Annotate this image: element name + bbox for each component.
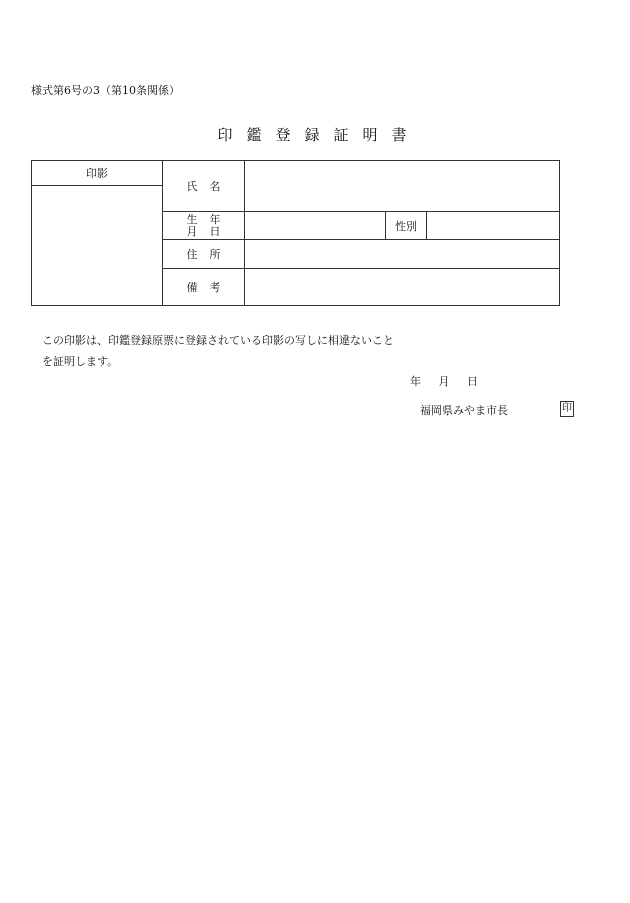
remarks-value-cell: [245, 269, 560, 306]
gender-value-cell: [427, 212, 560, 240]
document-title: 印鑑登録証明書: [217, 126, 421, 144]
remarks-label-cell: [163, 269, 245, 306]
name-label: 氏名: [186, 180, 233, 193]
name-value-cell: [245, 161, 560, 212]
gender-label: 性別: [395, 219, 417, 233]
seal-image-area: [32, 186, 163, 306]
issue-date: 年 月 日: [410, 375, 478, 388]
dob-label-cell: [163, 212, 245, 240]
remarks-label: 備考: [186, 281, 233, 294]
dob-label-line1: 生年: [186, 212, 233, 226]
gender-label-cell: [386, 212, 427, 240]
statement-line-2: を証明します。: [42, 355, 119, 368]
form-number: 様式第6号の3（第10条関係）: [31, 84, 180, 97]
statement-line-1: この印影は、印鑑登録原票に登録されている印影の写しに相違ないこと: [42, 334, 394, 347]
name-label-cell: [163, 161, 245, 212]
certificate-table: [31, 160, 560, 306]
address-value-cell: [245, 240, 560, 269]
dob-label-line2: 月日: [186, 224, 233, 238]
certification-statement: [42, 330, 394, 372]
official-seal-mark: 印: [560, 401, 574, 417]
address-label-cell: [163, 240, 245, 269]
dob-value-cell: [245, 212, 386, 240]
address-label: 住所: [186, 248, 233, 261]
issuer-name: 福岡県みやま市長: [420, 404, 508, 417]
seal-label-cell: [32, 161, 163, 186]
seal-label: 印影: [86, 167, 108, 180]
